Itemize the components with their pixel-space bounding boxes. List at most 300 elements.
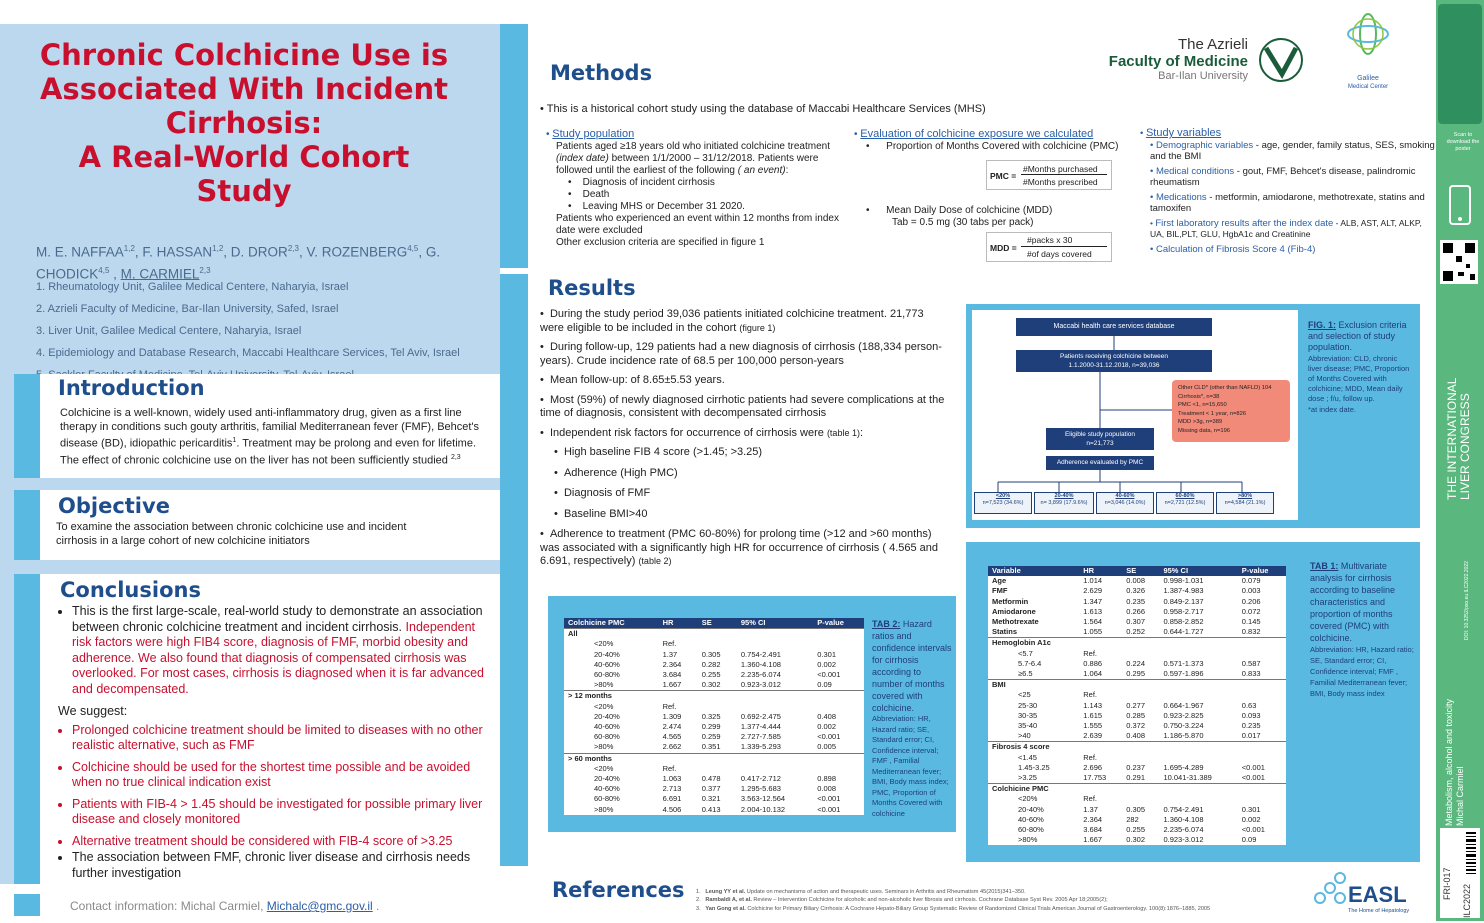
table-row [564, 805, 864, 815]
flow-group-box: 40-60% n=3,046 (14.0%) [1096, 492, 1154, 514]
table-row [564, 774, 864, 784]
title-line: Chronic Colchicine Use is [39, 38, 449, 72]
table-header-cell: HR [659, 618, 698, 629]
table-cell: 0.017 [1241, 731, 1261, 741]
conclusions-heading: Conclusions [60, 578, 201, 602]
table-row [564, 680, 864, 691]
suggestion-item: • Prolonged colchicine treatment should be limited to diseases with no other realistic alternative, such as FMF [72, 723, 490, 754]
table-cell: 1.564 [1083, 617, 1103, 627]
table-cell: >80% [594, 804, 614, 814]
table-row [988, 669, 1286, 680]
table-cell: 0.285 [1126, 710, 1146, 720]
section-bar [14, 374, 40, 478]
easl-dots-icon [1312, 870, 1352, 910]
table-cell [1238, 649, 1286, 659]
phone-icon [1448, 184, 1472, 228]
table-cell: 1.615 [1083, 710, 1103, 720]
table-cell: 0.923-2.825 [1163, 710, 1204, 720]
table-cell: 0.235 [1126, 596, 1146, 606]
table-cell: 0.307 [1126, 617, 1146, 627]
table-cell: 0.09 [817, 680, 832, 690]
table-cell: 2.727-7.585 [740, 732, 781, 742]
table-cell: 0.325 [701, 711, 721, 721]
azrieli-emblem-icon [1256, 34, 1306, 84]
table-cell: >80% [1018, 835, 1038, 845]
table-cell: 1.37 [662, 649, 678, 659]
section-bar [14, 574, 40, 884]
table-group-label: Colchicine PMC [988, 784, 1286, 795]
table-cell: 1.295-5.683 [740, 784, 781, 794]
table-row [564, 702, 864, 712]
presenter-name: M. CARMIEL [120, 266, 200, 281]
table-header-cell: SE [1122, 566, 1159, 576]
table-cell [1122, 753, 1159, 763]
table-cell: 0.002 [817, 659, 837, 669]
table-cell: 0.277 [1126, 700, 1146, 710]
table-cell: 0.002 [817, 722, 837, 732]
table-cell: 0.923-3.012 [740, 680, 781, 690]
suggestion-item: • Patients with FIB-4 > 1.45 should be investigated for possible primary liver disease and closely monitored [72, 797, 490, 828]
table-cell: 0.255 [1126, 825, 1146, 835]
table-row [564, 712, 864, 722]
table-2 [564, 618, 864, 815]
table-row [988, 711, 1286, 721]
table-cell: FMF [992, 586, 1008, 596]
table-cell [698, 702, 737, 712]
table-group-label: > 60 months [564, 753, 864, 764]
table-row [988, 825, 1286, 835]
table-cell: 0.003 [1241, 586, 1261, 596]
table-row [988, 773, 1286, 784]
table-cell: 0.305 [1126, 804, 1146, 814]
conclusion-last: • The association between FMF, chronic liver disease and cirrhosis needs further investigation [72, 850, 490, 881]
methods-intro: • This is a historical cohort study using the database of Maccabi Healthcare Services (MHS) [540, 103, 986, 115]
table-cell: 35-40 [1018, 721, 1038, 731]
flow-group-box: 20-40% n= 3,899 (17.9.6%) [1034, 492, 1094, 514]
suggestion-item: • Alternative treatment should be considered with FIB-4 score of >3.25 [72, 834, 490, 850]
table-cell [1159, 794, 1237, 804]
table-cell: 0.408 [1126, 731, 1146, 741]
table-cell: 0.833 [1241, 669, 1261, 679]
table-cell: 0.597-1.896 [1163, 669, 1204, 679]
table-cell: Ref. [662, 701, 677, 711]
table-cell: 1.186-5.870 [1163, 731, 1204, 741]
table-cell: <20% [594, 639, 614, 649]
table-cell: 1.555 [1083, 721, 1103, 731]
table-cell: 0.754-2.491 [1163, 804, 1204, 814]
table-header-cell: SE [698, 618, 737, 629]
table-cell: 0.282 [701, 659, 721, 669]
easl-subtitle: The Home of Hepatology [1348, 908, 1410, 914]
table-cell: 0.305 [701, 649, 721, 659]
author-list: M. E. NAFFAA$^{1,2}$, F. HASSAN$^{1,2}$, D. DROR$^{2,3}$, V. ROZENBERG$^{4,5}$, G. CHODICK$^{4,5}$ , M. CARMIEL$^{2,3}$ [36, 244, 441, 281]
table-row [988, 794, 1286, 804]
table-cell: 2.004-10.132 [740, 804, 786, 814]
table-cell: 0.958-2.717 [1163, 606, 1204, 616]
table-cell: 0.005 [817, 742, 837, 752]
table-header-cell: 95% CI [737, 618, 813, 629]
table-cell: Ref. [662, 639, 677, 649]
table-cell: 2.713 [662, 784, 682, 794]
methods-heading: Methods [550, 61, 653, 85]
flow-eligible-box: Eligible study population n=21,773 [1046, 428, 1154, 450]
table-cell: 1.360-4.108 [740, 659, 781, 669]
table-cell [1122, 690, 1159, 700]
table-row [988, 649, 1286, 659]
table-cell: 4.565 [662, 732, 682, 742]
references-heading: References [552, 878, 685, 902]
table-cell: 0.291 [1126, 773, 1146, 783]
references-list [696, 888, 1286, 913]
affiliation: 2. Azrieli Faculty of Medicine, Bar-Ilan University, Safed, Israel [36, 303, 339, 315]
contact-email-link[interactable]: Michalc@gmc.gov.il [266, 899, 373, 913]
table-cell: 0.408 [817, 711, 837, 721]
table-cell: 2.629 [1083, 586, 1103, 596]
table-cell: 10.041-31.389 [1163, 773, 1212, 783]
table-cell: ≥6.5 [1018, 669, 1033, 679]
azrieli-logo: The Azrieli Faculty of Medicine Bar-Ilan University [1108, 36, 1248, 82]
table-cell: Age [992, 576, 1007, 586]
table-cell: >40 [1018, 731, 1031, 741]
table-cell: 1.613 [1083, 606, 1103, 616]
reference-item: 1. Leung YY et al. Update on mechanisms of action and therapeutic uses. Seminars in Arthritis and Rheumatism 45(2015)341–350. [696, 889, 1026, 895]
table-cell: 2.639 [1083, 731, 1103, 741]
table-row [564, 742, 864, 753]
table-cell: 0.252 [1126, 627, 1146, 637]
table-cell: >80% [594, 742, 614, 752]
table-cell [1159, 753, 1237, 763]
poster-title [8, 38, 480, 208]
table-row [564, 794, 864, 804]
flow-group-box: >80% n=4,584 (21.1%) [1216, 492, 1274, 514]
table-cell: 0.750-3.224 [1163, 721, 1204, 731]
table-cell: 0.237 [1126, 762, 1146, 772]
table-cell: 2.364 [662, 659, 682, 669]
table-row [988, 721, 1286, 731]
table-1 [988, 566, 1286, 845]
mdd-description: • Mean Daily Dose of colchicine (MDD) Tab = 0.5 mg (30 tabs per pack) [866, 205, 1053, 228]
table-cell: 0.008 [817, 784, 837, 794]
table-group-row [988, 680, 1286, 691]
table-cell: 30-35 [1018, 710, 1038, 720]
table-header-cell: P-value [1238, 566, 1286, 576]
conclusions-body: • This is the first large-scale, real-world study to demonstrate an association between chronic colchicine treatment and incident cirrhosis. Independent risk factors were high FIB4 score, diagnosis of FMF, morbid obesity and adherence. We also found that diagnosis of compensated cirrhosis was overlooked. For most cases, cirrhosis is diagnosed when it is far advanced and decompensated. We suggest: • Prolonged colchicine treatment should be limited to diseases with no other realistic alternative, such as FMF • Colchicine should be used for the shortest time possible and be avoided when no true clinical indication exist • Patients with FIB-4 > 1.45 should be investigated for possible primary liver disease and closely monitored • Alternative treatment should be considered with FIB-4 score of >3.25 • The association between FMF, chronic liver disease and cirrhosis needs further investigation [58, 604, 490, 887]
table-cell [1122, 649, 1159, 659]
section-bar [14, 894, 40, 916]
table-cell: Ref. [1083, 690, 1098, 700]
table-cell: <20% [594, 763, 614, 773]
table-cell: >3.25 [1018, 773, 1037, 783]
table-cell: 0.858-2.852 [1163, 617, 1204, 627]
galilee-flower-icon [1340, 10, 1396, 92]
table-cell: 0.206 [1241, 596, 1261, 606]
table-row [564, 639, 864, 649]
table-cell: 0.072 [1241, 606, 1261, 616]
table-cell: 20-40% [594, 711, 620, 721]
table-cell: 0.09 [1241, 835, 1257, 845]
svg-text:Medical Center: Medical Center [1347, 84, 1389, 90]
scan-text: Scan to download the poster [1446, 132, 1480, 152]
table-cell: 2.235-6.074 [1163, 825, 1204, 835]
table-cell: 0.235 [1241, 721, 1261, 731]
table-cell: 3.684 [1083, 825, 1103, 835]
table-row [988, 597, 1286, 607]
table-cell: Methotrexate [992, 617, 1039, 627]
table-cell: 1.695-4.289 [1163, 762, 1204, 772]
table-cell [813, 764, 864, 774]
table-group-row [564, 753, 864, 764]
table-cell: 1.667 [662, 680, 682, 690]
poster-code: FRI-017 [1442, 867, 1452, 900]
table-row [564, 784, 864, 794]
congress-name: THE INTERNATIONAL LIVER CONGRESS [1445, 377, 1472, 500]
table-cell: 60-80% [594, 670, 620, 680]
table-cell: 0.301 [1241, 804, 1261, 814]
table-cell: 0.644-1.727 [1163, 627, 1204, 637]
table-cell: 0.571-1.373 [1163, 658, 1204, 668]
table-cell: 282 [1126, 814, 1139, 824]
title-line: Associated With Incident [39, 72, 448, 106]
suggestion-item: • Colchicine should be used for the shortest time possible and be avoided when no true clinical indication exist [72, 760, 490, 791]
table-cell [1122, 794, 1159, 804]
table-group-row [564, 691, 864, 702]
methods-bar [500, 24, 528, 268]
table-group-row [988, 742, 1286, 753]
table-cell: >80% [594, 680, 614, 690]
table-cell: 1.143 [1083, 700, 1103, 710]
table-cell: 0.898 [817, 774, 837, 784]
table-cell: <0.001 [1241, 773, 1265, 783]
affiliation: 4. Epidemiology and Database Research, Maccabi Healthcare Services, Tel Aviv, Israel [36, 347, 460, 359]
table-cell: 0.145 [1241, 617, 1261, 627]
table-cell: 0.321 [701, 794, 721, 804]
table-cell: Ref. [1083, 794, 1098, 804]
flowchart [972, 310, 1298, 520]
table-row [564, 732, 864, 742]
table-cell [1159, 649, 1237, 659]
table-cell: 1.377-4.444 [740, 722, 781, 732]
table-header-cell: 95% CI [1159, 566, 1237, 576]
table-cell: 1.37 [1083, 804, 1098, 814]
table-cell [737, 639, 813, 649]
table-cell: 2.474 [662, 722, 682, 732]
table-row [988, 805, 1286, 815]
section-bar [14, 490, 40, 560]
table-cell: <0.001 [817, 804, 841, 814]
study-population-heading: Study population [552, 128, 635, 140]
sustainability-logo-box [1438, 4, 1482, 124]
table-cell: 0.832 [1241, 627, 1261, 637]
table-cell [698, 764, 737, 774]
table-header-cell: Variable [988, 566, 1079, 576]
table-cell: 4.506 [662, 804, 682, 814]
table-group-label: BMI [988, 680, 1286, 691]
ilc-code: ILC2022 [1462, 883, 1472, 918]
table-cell: 1.014 [1083, 576, 1103, 586]
table-cell: <0.001 [1241, 762, 1265, 772]
table-cell: 0.008 [1126, 576, 1146, 586]
table-cell: 2.662 [662, 742, 682, 752]
table-cell: 0.302 [701, 680, 721, 690]
table-row [988, 586, 1286, 596]
table-cell: 0.63 [1241, 700, 1257, 710]
table-cell: 0.295 [1126, 669, 1146, 679]
table-cell: Ref. [1083, 752, 1098, 762]
table-cell: 0.587 [1241, 658, 1261, 668]
table-cell: Statins [992, 627, 1018, 637]
table-cell: Ref. [1083, 648, 1098, 658]
results-body: • During the study period 39,036 patients initiated colchicine treatment. 21,773 were eligible to be included in the cohort (figure 1) • During follow-up, 129 patients had a new diagnosis of cirrhosis (188,334 person-years). Crude incidence rate of 68.5 per 100,000 person-years • Mean follow-up: of 8.65±5.53 years. • Most (59%) of newly diagnosed cirrhotic patients had severe complications at the time of diagnosis, consistent with decompensated cirrhosis • Independent risk factors for occurrence of cirrhosis were (table 1): • High baseline FIB 4 score (>1.45; >3.25) • Adherence (High PMC) • Diagnosis of FMF • Baseline BMI>40 • Adherence to treatment (PMC 60-80%) for prolong time (>12 and >60 months) was associated with a significantly high HR for occurrence of cirrhosis ( 4.565 and 6.691, respectively) (table 2) [540, 308, 945, 567]
svg-text:Galilee: Galilee [1357, 75, 1379, 82]
contact-info: Contact information: Michal Carmiel, Michalc@gmc.gov.il . [70, 899, 380, 913]
table-cell [1159, 690, 1237, 700]
table-row [988, 731, 1286, 742]
introduction-text: Colchicine is a well-known, widely used anti-inflammatory drug, given as a first line therapy in conditions such gouty arthritis, familial Mediterranean fever (FMF), Behcet's disease (BD), idiopathic pericarditis$^1$. Treatment may be prolong and even for lifetime. The effect of chronic colchicine use on the liver has not been sufficiently studied $^{2,3}$ [60, 407, 480, 467]
mdd-formula: MDD = #packs x 30 #of days covered [986, 232, 1112, 262]
table-cell [737, 702, 813, 712]
table-row [564, 650, 864, 660]
introduction-heading: Introduction [58, 376, 205, 400]
table-cell: 6.691 [662, 794, 682, 804]
table-cell: <25 [1018, 690, 1031, 700]
table-cell: 40-60% [594, 722, 620, 732]
table-cell: 2.696 [1083, 762, 1103, 772]
table-group-label: Hemoglobin A1c [988, 638, 1286, 649]
table-cell [1238, 794, 1286, 804]
table-cell: 3.563-12.564 [740, 794, 786, 804]
table-cell [698, 639, 737, 649]
table-cell: 2.235-6.074 [740, 670, 781, 680]
table-cell: 1.309 [662, 711, 682, 721]
table-cell: 0.302 [1126, 835, 1146, 845]
table-cell: 3.684 [662, 670, 682, 680]
table-cell: 1.064 [1083, 669, 1103, 679]
affiliation: 1. Rheumatology Unit, Galilee Medical Centere, Naharyia, Israel [36, 281, 349, 293]
table-cell: Ref. [662, 763, 677, 773]
title-line: Study [196, 174, 292, 208]
table-cell: Amiodarone [992, 606, 1036, 616]
study-variables: • Study variables • Demographic variables - age, gender, family status, SES, smoking and the BMI • Medical conditions - gout, FMF, Behcet's disease, palindromic rheumatism • Medications - metformin, amiodarone, methotrexate, statins and tamoxifen • First laboratory results after the index date - ALB, AST, ALT, ALKP, UA, BIL,PLT, GLU, HgbA1c and Creatinine • Calculation of Fibrosis Score 4 (Fib-4) [1140, 127, 1435, 255]
table-cell: 40-60% [594, 784, 620, 794]
table-cell: 0.351 [701, 742, 721, 752]
table-header-cell: Colchicine PMC [564, 618, 659, 629]
table-cell: 20-40% [594, 774, 620, 784]
table-header-row [988, 566, 1286, 576]
table-cell [737, 764, 813, 774]
table-cell: 0.224 [1126, 658, 1146, 668]
table-cell: 0.377 [701, 784, 721, 794]
table-group-label: > 12 months [564, 691, 864, 702]
table-cell: 0.301 [817, 649, 837, 659]
table-cell: 1.387-4.983 [1163, 586, 1204, 596]
table-cell: <0.001 [817, 670, 841, 680]
table-row [988, 835, 1286, 845]
table-cell: 0.998-1.031 [1163, 576, 1204, 586]
table-cell: 1.45-3.25 [1018, 762, 1050, 772]
results-heading: Results [548, 276, 636, 300]
table-cell: 0.664-1.967 [1163, 700, 1204, 710]
table-cell: 0.002 [1241, 814, 1261, 824]
table-header-cell: HR [1079, 566, 1122, 576]
flow-arrows [972, 310, 1298, 520]
table-header-row [564, 618, 864, 629]
title-line: A Real-World Cohort [78, 140, 410, 174]
table-group-row [988, 784, 1286, 795]
table-cell: 1.339-5.293 [740, 742, 781, 752]
table-row [564, 660, 864, 670]
table-row [988, 763, 1286, 773]
flow-rx-box: Patients receiving colchicine between 1.1.2000-31.12.2018, n=39,036 [1016, 350, 1212, 372]
table-cell: <20% [594, 701, 614, 711]
table-1-caption: TAB 1: Multivariate analysis for cirrhosis according to baseline characteristics and proportion of months covered (PMC) with colchicine. Abbreviation: HR, Hazard ratio; SE, Standard error; CI, Confidence interval; FMF , Familial Mediterranean fever; BMI, Body mass index [1310, 561, 1414, 698]
table-cell: 0.413 [701, 804, 721, 814]
table-cell: 1.347 [1083, 596, 1103, 606]
table-cell: <0.001 [817, 732, 841, 742]
table-group-label: All [564, 629, 864, 640]
table-cell: <0.001 [817, 794, 841, 804]
evaluation-heading: Evaluation of colchicine exposure we calculated [860, 128, 1094, 140]
table-cell: 0.849-2.137 [1163, 596, 1204, 606]
table-row [988, 753, 1286, 763]
table-cell: 1.063 [662, 774, 682, 784]
table-cell: 0.093 [1241, 710, 1261, 720]
table-row [988, 607, 1286, 617]
table-row [564, 764, 864, 774]
table-cell: 40-60% [1018, 814, 1044, 824]
table-cell: 0.266 [1126, 606, 1146, 616]
table-cell: <0.001 [1241, 825, 1265, 835]
session-info: Metabolism, alcohol and toxicity Michal Carmiel [1444, 698, 1465, 826]
table-cell: 0.923-3.012 [1163, 835, 1204, 845]
table-cell: 17.753 [1083, 773, 1107, 783]
table-cell [1238, 690, 1286, 700]
reference-item: 2. Rambaldi A, et al. Review – Intervention Colchicine for alcoholic and non-alcoholic liver fibrosis and cirrhosis. Cochrane Database Syst Rev. 2005 Apr 18;2005(2); [696, 897, 1108, 904]
table-cell: 60-80% [1018, 825, 1044, 835]
table-2-caption: TAB 2: Hazard ratios and confidence intervals for cirrhosis according to number of months covered with colchicine. Abbreviation: HR, Hazard ratio; SE, Standard error; CI, Confidence interval; FMF , Familial Mediterranean fever; BMI, Body mass index; PMC, Proportion of Months Covered with colchicine [872, 619, 952, 818]
table-cell: 1.055 [1083, 627, 1103, 637]
table-group-row [564, 629, 864, 640]
table-group-row [988, 638, 1286, 649]
table-cell: 2.364 [1083, 814, 1103, 824]
table-row [564, 722, 864, 732]
table-row [988, 690, 1286, 700]
table-row [988, 576, 1286, 586]
reference-item: 3. Yan Gong et al. Colchicine for Primary Biliary Cirrhosis: A Cochrane Hepato-Biliary Group Systematic Review of Randomized Clinical Trials American Journal of Gastroenterology. 100(8):1876–1885, 2005 [696, 905, 1211, 912]
table-row [988, 659, 1286, 669]
suggest-label: We suggest: [58, 704, 128, 718]
table-cell [813, 702, 864, 712]
table-cell: 0.478 [701, 774, 721, 784]
table-cell: 0.299 [701, 722, 721, 732]
table-cell: 20-40% [1018, 804, 1044, 814]
study-variables-heading: Study variables [1145, 127, 1222, 139]
table-cell [813, 639, 864, 649]
table-cell: <5.7 [1018, 648, 1033, 658]
table-cell: 5.7-6.4 [1018, 658, 1042, 668]
table-cell: 1.667 [1083, 835, 1103, 845]
table-cell: 1.360-4.108 [1163, 814, 1204, 824]
table-cell: 0.754-2.491 [740, 649, 781, 659]
flow-group-box: <20% n=7,523 (34.6%) [974, 492, 1032, 514]
doi-text: DOI: 10.3252/pso.eu.ILC2022.2022 [1464, 561, 1470, 640]
table-cell: 0.372 [1126, 721, 1146, 731]
table-cell: Metformin [992, 596, 1029, 606]
table-cell: 0.326 [1126, 586, 1146, 596]
table-cell: 25-30 [1018, 700, 1038, 710]
affiliation: 3. Liver Unit, Galilee Medical Centere, Naharyia, Israel [36, 325, 302, 337]
pmc-formula: PMC = #Months purchased #Months prescribed [986, 160, 1112, 190]
exclusion-box: Other CLD* (other than NAFLD) 104 Cirrhosis*, n=38 PMC <1, n=15,650 Treatment < 1 year, n=826 MDD >3g, n=389 Missing data, n=196 [1172, 380, 1290, 442]
